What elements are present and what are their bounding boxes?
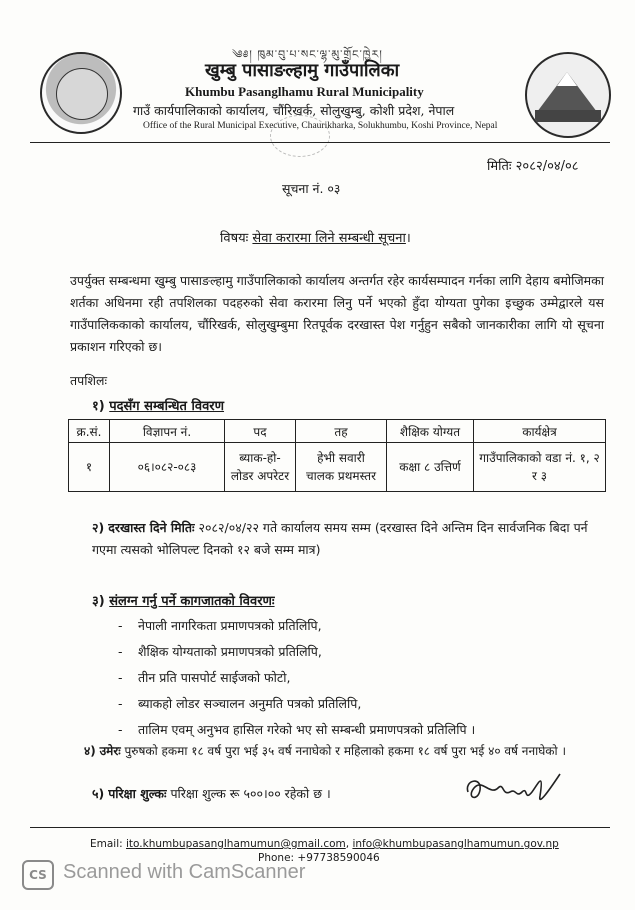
table-row — [69, 443, 606, 492]
section-2-label: दरखास्त दिने मितिः — [108, 520, 195, 535]
email-link-2[interactable]: info@khumbupasanglhamumun.gov.np — [352, 838, 559, 850]
footer-divider — [30, 827, 610, 828]
notice-date: मितिः २०८२/०४/०८ — [487, 159, 579, 174]
municipality-name-nepali: खुम्बु पासाङल्हामु गाउँपालिका — [205, 60, 400, 81]
email-label: Email: — [90, 838, 123, 850]
office-stamp — [270, 115, 330, 157]
section-1-title: पदसँग सम्बन्धित विवरण — [109, 399, 225, 414]
level-line-2: चालक प्रथमस्तर — [306, 469, 376, 483]
section-2-text: २०८२/०४/२२ गते कार्यालय समय सम्म (दरखास्त दिने अन्तिम दिन सार्वजनिक बिदा पर्न गएमा त्यसको भोलिपल्ट दिनको १२ बजे सम्म मात्र) — [92, 520, 588, 557]
required-documents-list — [118, 613, 598, 743]
section-2-application-deadline — [92, 517, 606, 561]
qualification-cell: कक्षा ८ उत्तिर्ण — [387, 443, 474, 492]
table-header-cell: कार्यक्षेत्र — [474, 420, 606, 443]
section-5-text: परिक्षा शुल्क रू ५००।०० रहेको छ । — [170, 786, 331, 801]
post-line-2: लोडर अपरेटर — [230, 469, 290, 483]
camscanner-watermark: Scanned with CamScanner — [63, 861, 306, 883]
section-5-number: ५) — [92, 786, 105, 801]
vacancy-table — [68, 419, 606, 492]
list-item-text: तालिम एवम् अनुभव हासिल गरेको भए सो सम्बन्धी प्रमाणपत्रको प्रतिलिपि । — [138, 722, 476, 737]
header-divider — [30, 142, 610, 143]
serial-cell: १ — [69, 443, 110, 492]
email-link-1[interactable]: ito.khumbupasanglhamumun@gmail.com — [126, 838, 346, 850]
section-3-heading — [92, 591, 275, 609]
post-cell — [225, 443, 296, 492]
table-header-cell: पद — [225, 420, 296, 443]
section-2-number: २) — [92, 520, 105, 535]
office-address-english: Office of the Rural Municipal Executive, Chaurikharka, Solukhumbu, Koshi Province, Nepal — [143, 121, 498, 131]
email-separator: , — [345, 838, 350, 850]
section-4-text: पुरुषको हकमा १८ वर्ष पुरा भई ३५ वर्ष ननाघेको र महिलाको हकमा १८ वर्ष पुरा भई ४० वर्ष ननाघेको । — [124, 744, 566, 758]
notice-number: सूचना नं. ०३ — [282, 181, 341, 196]
post-line-1: ब्याक-हो- — [239, 451, 281, 465]
list-item-text: तीन प्रति पासपोर्ट साईजको फोटो, — [138, 670, 291, 685]
list-item-text: शैक्षिक योग्यताको प्रमाणपत्रको प्रतिलिपि, — [138, 644, 322, 659]
table-header-row — [69, 420, 606, 443]
advertisement-number-cell: ०६।०८२-०८३ — [110, 443, 225, 492]
footer-phone: Phone: +97738590046 — [258, 852, 380, 864]
level-line-1: हेभी सवारी — [317, 451, 365, 465]
section-5-exam-fee — [92, 785, 331, 802]
section-5-label: परिक्षा शुल्कः — [108, 786, 167, 801]
list-item: - शैक्षिक योग्यताको प्रमाणपत्रको प्रतिलिपि, — [118, 644, 322, 659]
section-3-number: ३) — [92, 594, 105, 609]
list-item-text: नेपाली नागरिकता प्रमाणपत्रको प्रतिलिपि, — [138, 618, 322, 633]
office-address-nepali: गाउँ कार्यपालिकाको कार्यालय, चौंरिखर्क, सोलुखुम्बु, कोशी प्रदेश, नेपाल — [133, 103, 455, 118]
subject-end: । — [405, 231, 411, 246]
list-item: - नेपाली नागरिकता प्रमाणपत्रको प्रतिलिपि, — [118, 618, 322, 633]
section-4-number: ४) — [84, 744, 96, 758]
camscanner-logo-icon: CS — [22, 860, 54, 890]
signature — [460, 762, 570, 812]
section-1-number: १) — [92, 399, 105, 414]
details-label: तपशिलः — [70, 373, 107, 388]
municipality-name-english: Khumbu Pasanglhamu Rural Municipality — [185, 84, 424, 99]
tibetan-header-line: ༄༅། ཁུམ་བུ་པ་སང་ལྷ་མུ་གྲོང་ཁྱེར། — [232, 48, 383, 61]
list-item: - तीन प्रति पासपोर्ट साईजको फोटो, — [118, 670, 291, 685]
section-4-label: उमेरः — [99, 744, 121, 758]
notice-subject — [220, 228, 411, 246]
table-header-cell: शैक्षिक योग्यत — [387, 420, 474, 443]
level-cell — [296, 443, 387, 492]
municipality-emblem-logo — [40, 52, 122, 134]
footer-email-line — [90, 838, 559, 850]
subject-label: विषयः — [220, 231, 249, 246]
table-header-cell: क्र.सं. — [69, 420, 110, 443]
table-header-cell: तह — [296, 420, 387, 443]
table-header-cell: विज्ञापन नं. — [110, 420, 225, 443]
subject-text: सेवा करारमा लिने सम्बन्धी सूचना — [252, 231, 406, 246]
section-4-age — [84, 738, 608, 764]
list-item-text: ब्याकहो लोडर सञ्चालन अनुमति पत्रको प्रतिलिपि, — [138, 696, 362, 711]
work-area-cell: गाउँपालिकाको वडा नं. १, २ र ३ — [474, 443, 606, 492]
section-3-title: संलग्न गर्नु पर्ने कागजातको विवरणः — [109, 594, 275, 609]
mountain-logo — [525, 52, 611, 138]
body-paragraph: उपर्युक्त सम्बन्धमा खुम्बु पासाङल्हामु गाउँपालिकाको कार्यालय अन्तर्गत रहेर कार्यसम्पादन गर्नका लागि देहाय बमोजिमका शर्तका अधिनमा रही तपशिलका पदहरुको सेवा करारमा लिनु पर्ने भएको हुँदा योग्यता पुगेका इच्छुक उम्मेद्वारले यस गाउँपालिककाको कार्यालय, चौंरिखर्क, सोलुखुम्बुमा रितपूर्वक दरखास्त पेश गर्नुहुन सबैको जानकारीका लागि यो सूचना प्रकाशन गरिएको छ। — [70, 273, 604, 354]
list-item: - ब्याकहो लोडर सञ्चालन अनुमति पत्रको प्रतिलिपि, — [118, 696, 362, 711]
section-1-heading — [92, 396, 224, 414]
list-item: - तालिम एवम् अनुभव हासिल गरेको भए सो सम्बन्धी प्रमाणपत्रको प्रतिलिपि । — [118, 722, 476, 737]
